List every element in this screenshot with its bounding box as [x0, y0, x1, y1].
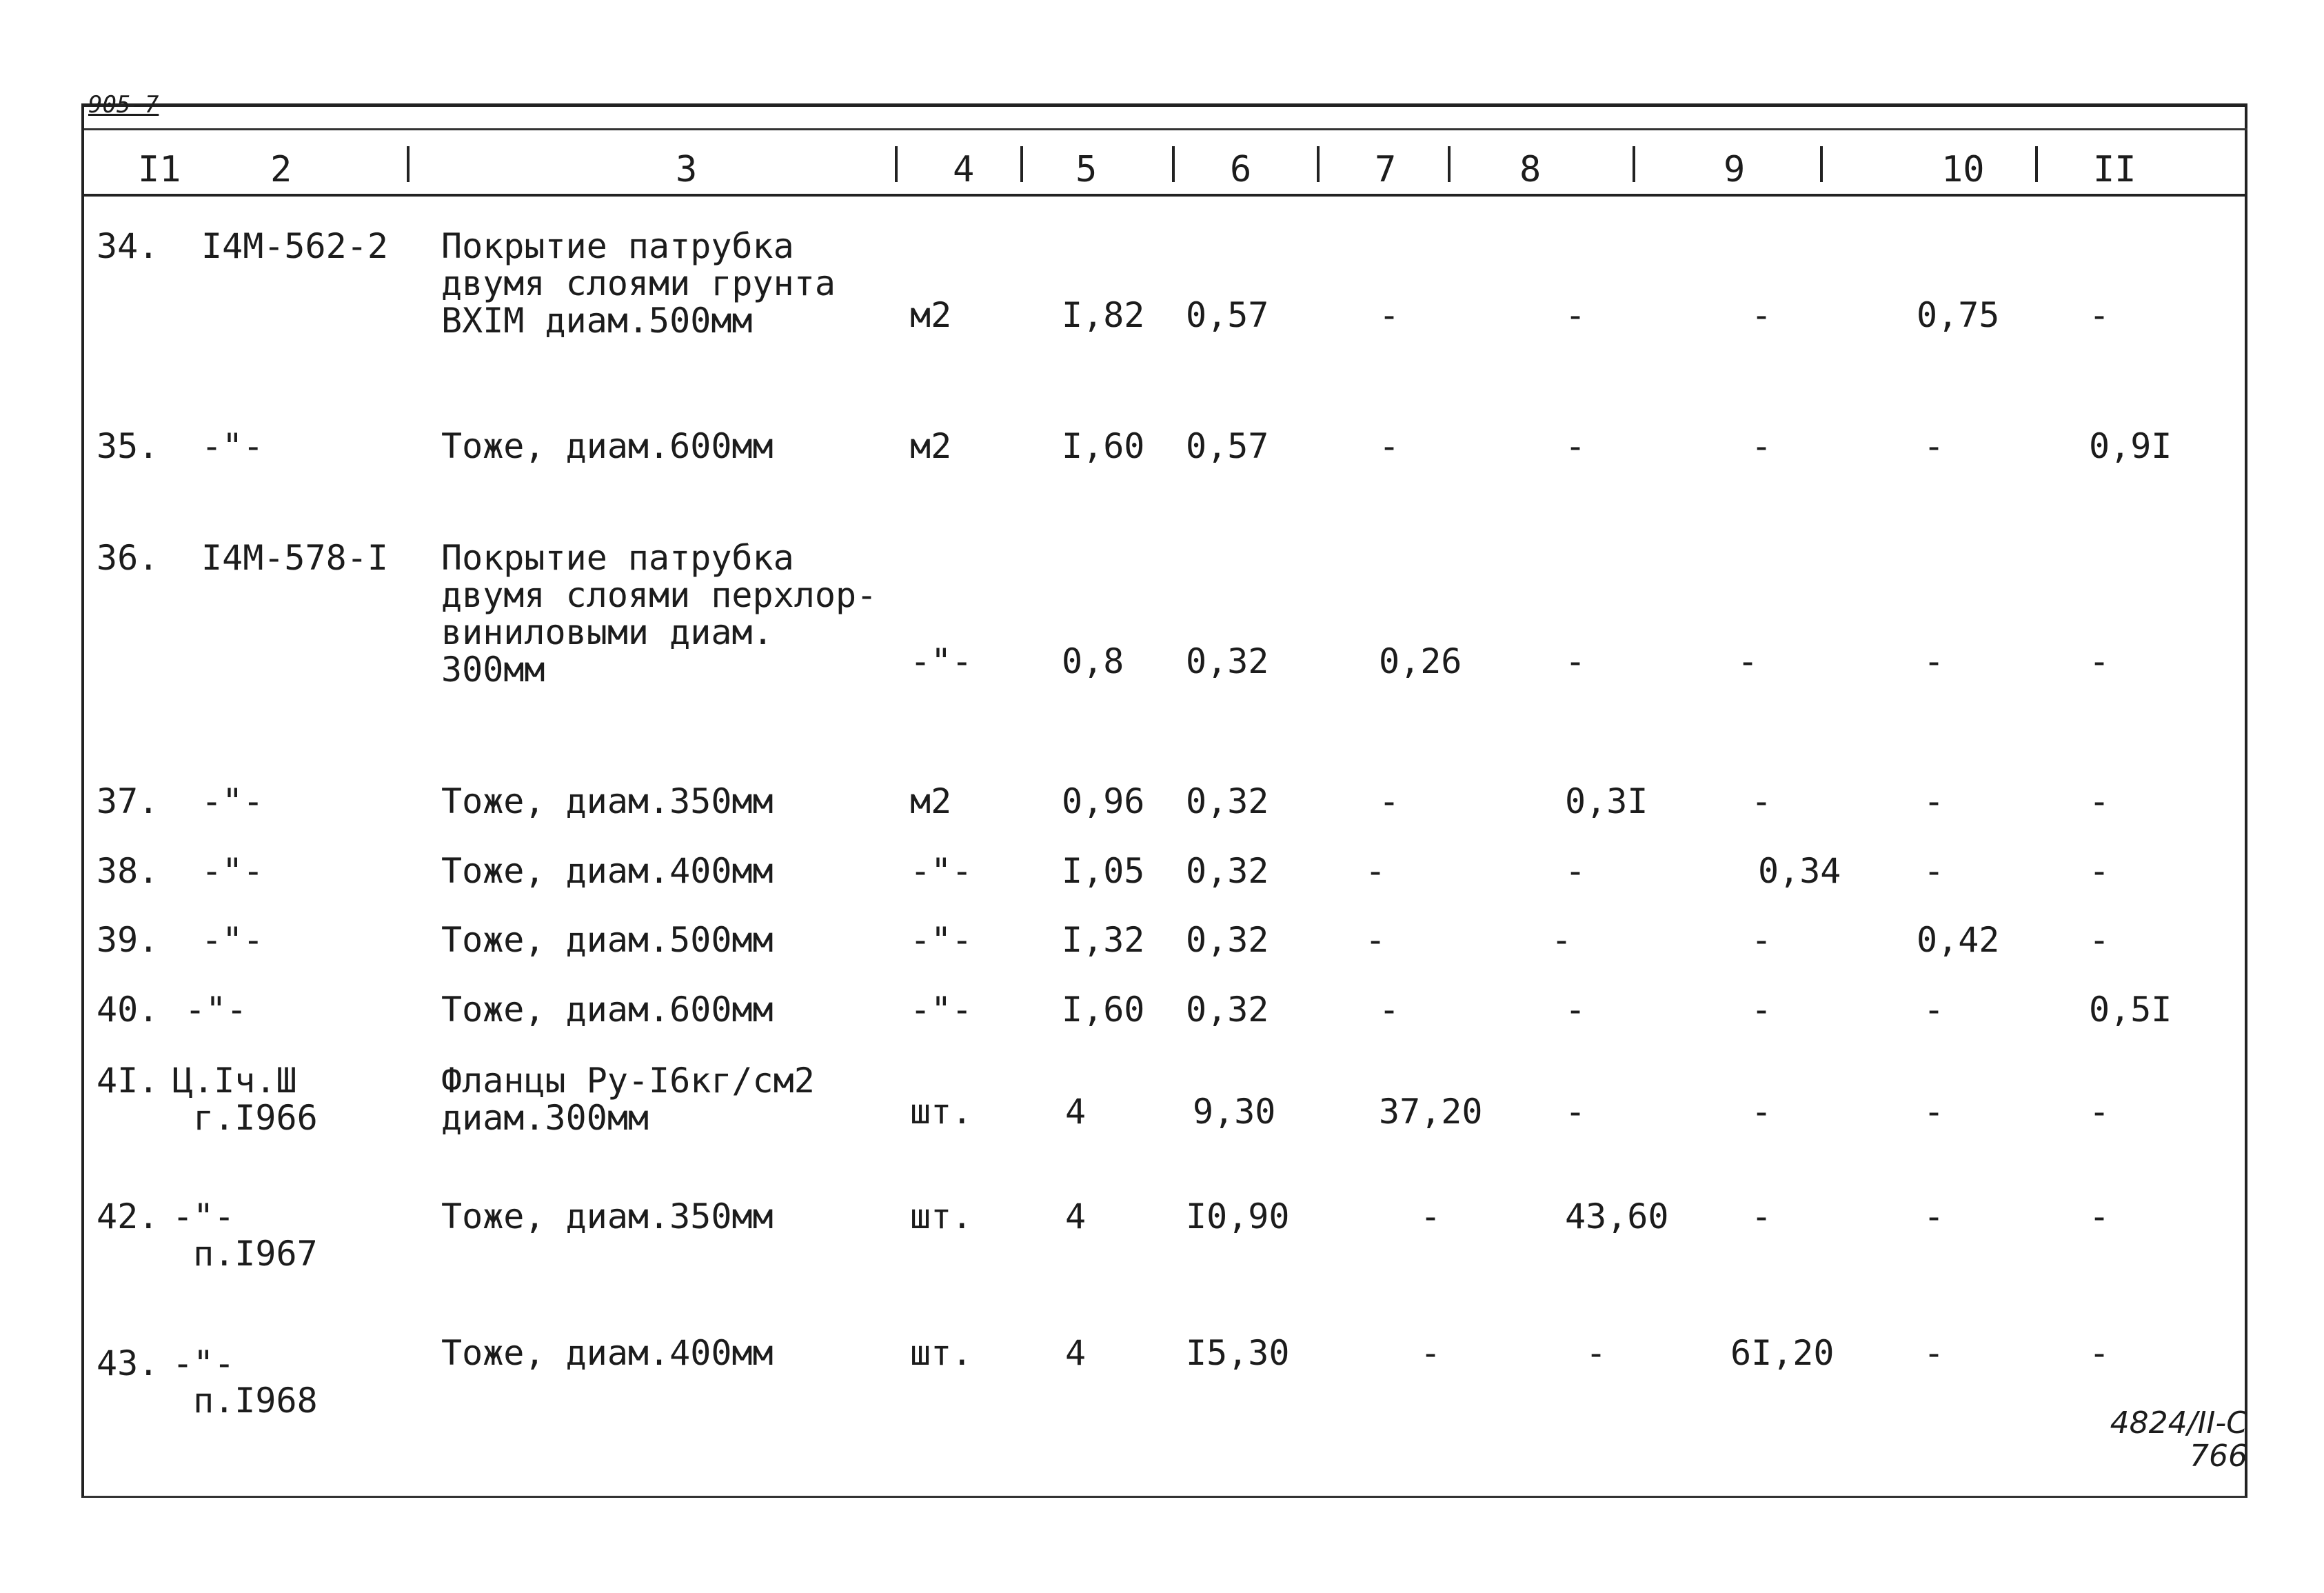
- row-unit: шт.: [910, 1196, 973, 1236]
- row-col8: 0,3I: [1565, 781, 1648, 821]
- column-header-8: 8: [1519, 149, 1542, 190]
- column-header-6: 6: [1230, 149, 1252, 190]
- row-unit: шт.: [910, 1333, 973, 1373]
- row-number: 35.: [97, 426, 159, 466]
- row-code: I4M-562-2: [201, 226, 388, 266]
- row-col9: -: [1751, 990, 1772, 1030]
- row-col7: 0,26: [1379, 641, 1462, 681]
- column-header-9: 9: [1724, 149, 1746, 190]
- row-col7: -: [1379, 990, 1400, 1030]
- row-col10: -: [1923, 851, 1945, 891]
- row-code: -"-: [185, 990, 247, 1030]
- row-col9: -: [1751, 1092, 1772, 1132]
- header-separator: [1172, 146, 1175, 182]
- row-col9: -: [1751, 426, 1772, 466]
- row-col8: -: [1551, 920, 1573, 960]
- row-col5: 0,96: [1062, 781, 1145, 821]
- row-col6: 0,32: [1186, 851, 1269, 891]
- row-col8: -: [1565, 1092, 1586, 1132]
- row-description: Тоже, диам.500мм: [441, 920, 774, 960]
- row-col10: -: [1923, 641, 1945, 681]
- column-header-10: 10: [1941, 149, 1985, 190]
- row-col7: -: [1379, 426, 1400, 466]
- row-col5: 4: [1065, 1333, 1087, 1373]
- archive-stamp: [2082, 1407, 2247, 1473]
- header-separator: [1020, 146, 1023, 182]
- row-col10: -: [1923, 781, 1945, 821]
- row-description: Тоже, диам.600мм: [441, 990, 774, 1030]
- header-separator: [1633, 146, 1635, 182]
- row-col9: -: [1751, 920, 1772, 960]
- archive-stamp-line2: 766: [2190, 1439, 2247, 1474]
- row-col7: -: [1420, 1333, 1442, 1373]
- row-col11: -: [2089, 1196, 2110, 1236]
- header-separator: [895, 146, 898, 182]
- row-col6: 0,32: [1186, 641, 1269, 681]
- row-code: I4M-578-I: [201, 538, 388, 578]
- row-col9: 6I,20: [1730, 1333, 1835, 1373]
- row-col6: 9,30: [1193, 1092, 1276, 1132]
- row-col7: -: [1365, 851, 1386, 891]
- column-header-5: 5: [1075, 149, 1098, 190]
- row-col8: -: [1565, 851, 1586, 891]
- row-col6: 0,32: [1186, 781, 1269, 821]
- row-col5: I,60: [1062, 990, 1145, 1030]
- row-unit: м2: [910, 781, 952, 821]
- row-col11: -: [2089, 781, 2110, 821]
- row-col8: -: [1565, 295, 1586, 335]
- row-col5: I,60: [1062, 426, 1145, 466]
- row-description: Тоже, диам.350мм: [441, 1196, 774, 1236]
- row-unit: -"-: [910, 920, 973, 960]
- header-separator: [1448, 146, 1451, 182]
- row-col11: 0,5I: [2089, 990, 2172, 1030]
- row-col8: -: [1565, 641, 1586, 681]
- row-col9: -: [1751, 781, 1772, 821]
- column-header-4: 4: [953, 149, 975, 190]
- row-col6: I5,30: [1186, 1333, 1290, 1373]
- header-bottom-rule: [84, 194, 2247, 197]
- header-separator: [1317, 146, 1320, 182]
- row-number: 34.: [97, 226, 159, 266]
- row-col10: 0,75: [1917, 295, 2000, 335]
- row-col7: -: [1379, 781, 1400, 821]
- row-description: Тоже, диам.400мм: [441, 851, 774, 891]
- row-unit: -"-: [910, 851, 973, 891]
- row-description: Тоже, диам.600мм: [441, 426, 774, 466]
- row-unit: -"-: [910, 990, 973, 1030]
- row-unit: м2: [910, 426, 952, 466]
- row-col10: 0,42: [1917, 920, 2000, 960]
- row-code: -"-: [201, 851, 264, 891]
- row-unit: -"-: [910, 641, 973, 681]
- header-separator: [1820, 146, 1823, 182]
- row-col5: 4: [1065, 1196, 1087, 1236]
- row-description: Тоже, диам.350мм: [441, 781, 774, 821]
- row-col9: -: [1751, 295, 1772, 335]
- column-header-11: II: [2093, 149, 2136, 190]
- row-col10: -: [1923, 426, 1945, 466]
- row-col10: -: [1923, 1196, 1945, 1236]
- row-col9: -: [1737, 641, 1759, 681]
- row-code: -"-: [201, 426, 264, 466]
- column-header-7: 7: [1375, 149, 1397, 190]
- row-number: 37.: [97, 781, 159, 821]
- row-col8: -: [1565, 426, 1586, 466]
- row-col9: -: [1751, 1196, 1772, 1236]
- row-col10: -: [1923, 1092, 1945, 1132]
- row-col11: -: [2089, 851, 2110, 891]
- header-separator: [407, 146, 410, 182]
- column-header-1: I1: [138, 149, 181, 190]
- row-col8: 43,60: [1565, 1196, 1669, 1236]
- row-unit: м2: [910, 295, 952, 335]
- row-col6: I0,90: [1186, 1196, 1290, 1236]
- row-col8: -: [1565, 990, 1586, 1030]
- row-col5: I,05: [1062, 851, 1145, 891]
- row-number: 42.: [97, 1196, 159, 1236]
- row-code: -"-: [201, 781, 264, 821]
- row-number: 38.: [97, 851, 159, 891]
- header-separator: [2035, 146, 2038, 182]
- row-number: 43.: [97, 1343, 159, 1383]
- row-unit: шт.: [910, 1092, 973, 1132]
- row-col5: I,32: [1062, 920, 1145, 960]
- row-col6: 0,57: [1186, 295, 1269, 335]
- row-col6: 0,57: [1186, 426, 1269, 466]
- archive-stamp-line1: 4824/II-C: [2110, 1405, 2247, 1441]
- row-col10: -: [1923, 990, 1945, 1030]
- row-col11: -: [2089, 1333, 2110, 1373]
- row-number: 40.: [97, 990, 159, 1030]
- row-description: Покрытие патрубка двумя слоями перхлор- виниловыми диам. 300мм: [441, 538, 878, 690]
- row-code: -"-: [201, 920, 264, 960]
- column-header-3: 3: [676, 149, 698, 190]
- row-col7: -: [1379, 295, 1400, 335]
- row-col9: 0,34: [1758, 851, 1841, 891]
- row-number: 39.: [97, 920, 159, 960]
- row-col5: I,82: [1062, 295, 1145, 335]
- row-col11: -: [2089, 641, 2110, 681]
- row-code: Ц.Iч.Ш г.I966: [172, 1061, 318, 1138]
- row-col5: 0,8: [1062, 641, 1124, 681]
- row-col8: -: [1586, 1333, 1607, 1373]
- row-col7: -: [1365, 920, 1386, 960]
- column-header-2: 2: [270, 149, 292, 190]
- row-code: -"- п.I968: [172, 1343, 318, 1421]
- row-number: 4I.: [97, 1061, 159, 1101]
- row-description: Фланцы Ру-I6кг/см2 диам.300мм: [441, 1061, 815, 1138]
- row-description: Тоже, диам.400мм: [441, 1333, 774, 1373]
- row-col7: 37,20: [1379, 1092, 1483, 1132]
- row-col11: -: [2089, 920, 2110, 960]
- row-col6: 0,32: [1186, 990, 1269, 1030]
- row-col10: -: [1923, 1333, 1945, 1373]
- sheet-mark: 905-7: [88, 91, 159, 119]
- row-col7: -: [1420, 1196, 1442, 1236]
- row-description: Покрытие патрубка двумя слоями грунта ВХIМ диам.500мм: [441, 226, 836, 341]
- row-number: 36.: [97, 538, 159, 578]
- row-col11: -: [2089, 1092, 2110, 1132]
- row-col5: 4: [1065, 1092, 1087, 1132]
- row-col11: 0,9I: [2089, 426, 2172, 466]
- row-col11: -: [2089, 295, 2110, 335]
- header-top-rule: [84, 128, 2247, 130]
- row-col6: 0,32: [1186, 920, 1269, 960]
- row-code: -"- п.I967: [172, 1196, 318, 1274]
